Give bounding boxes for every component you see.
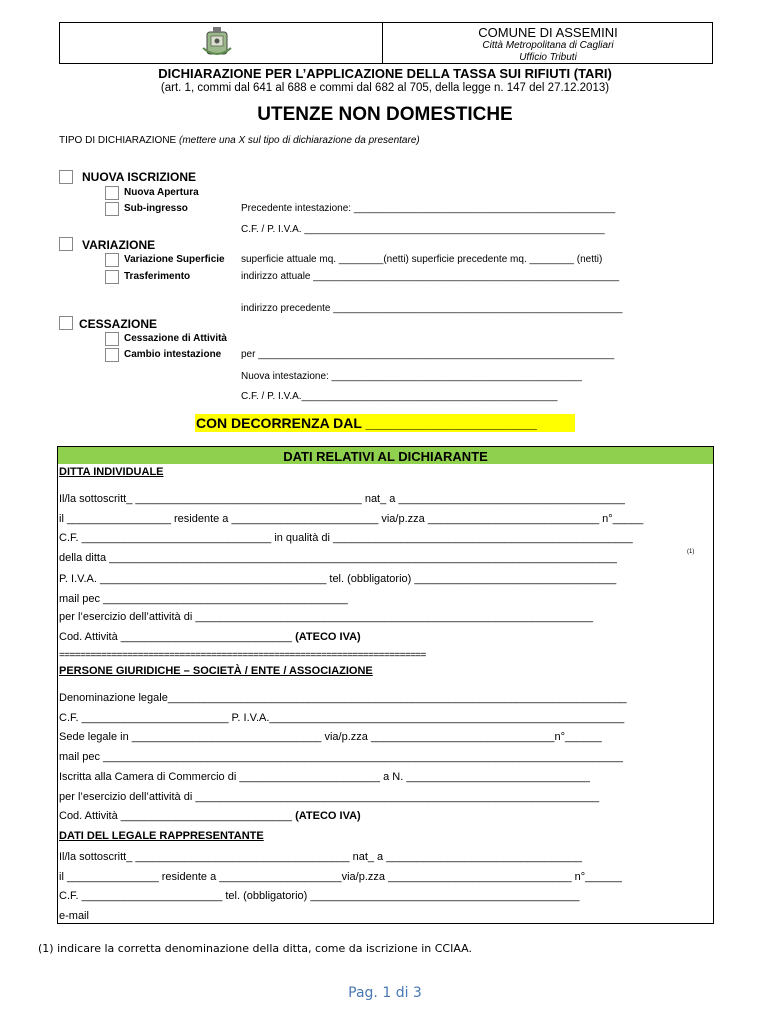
variazione-superficie-label: Variazione Superficie: [124, 254, 225, 265]
sottoscritto-field[interactable]: Il/la sottoscritt_ _____________________________________ nat_ a _____________________________________: [59, 493, 625, 505]
pg-ateco-iva-label: (ATECO IVA): [295, 810, 361, 822]
nuova-cf-piva-field[interactable]: C.F. / P. I.V.A. ______________________________________________________: [241, 224, 605, 235]
comune-name: COMUNE DI ASSEMINI: [478, 25, 618, 40]
trasferimento-label: Trasferimento: [124, 271, 191, 282]
ufficio-tributi: Ufficio Tributi: [519, 52, 577, 63]
sub-ingresso-checkbox[interactable]: [105, 202, 119, 216]
coat-of-arms-logo: [199, 26, 235, 62]
camera-commercio-field[interactable]: Iscritta alla Camera di Commercio di _______________________ a N. ______________________________: [59, 771, 590, 783]
cf-qualita-field[interactable]: C.F. _______________________________ in qualità di _________________________________________________: [59, 532, 633, 544]
pg-esercizio-attivita-field[interactable]: per l’esercizio dell’attività di __________________________________________________________________: [59, 791, 600, 803]
nuova-iscrizione-label: NUOVA ISCRIZIONE: [82, 170, 197, 184]
document-subtitle: (art. 1, commi dal 641 al 688 e commi dal 682 al 705, della legge n. 147 del 27.12.2013): [160, 82, 610, 94]
tipo-label: TIPO DI DICHIARAZIONE: [59, 135, 177, 146]
esercizio-attivita-field[interactable]: per l’esercizio dell’attività di _________________________________________________________________: [59, 611, 593, 623]
section-separator: ======================================================================: [59, 650, 426, 661]
cessazione-label: CESSAZIONE: [79, 317, 158, 331]
cessazione-checkbox[interactable]: [59, 316, 73, 330]
sede-legale-field[interactable]: Sede legale in _______________________________ via/p.zza ______________________________n°______: [59, 731, 602, 743]
pg-cod-attivita-text: Cod. Attività ____________________________: [59, 810, 296, 822]
variazione-checkbox[interactable]: [59, 237, 73, 251]
tipo-dichiarazione: [59, 135, 420, 146]
superficie-field[interactable]: superficie attuale mq. ________(netti) superficie precedente mq. ________ (netti): [241, 254, 603, 265]
nuova-iscrizione-checkbox[interactable]: [59, 170, 73, 184]
della-ditta-field[interactable]: della ditta ___________________________________________________________________________________: [59, 552, 617, 564]
ditta-individuale-title: DITTA INDIVIDUALE: [59, 466, 164, 478]
cessazione-attivita-checkbox[interactable]: [105, 332, 119, 346]
sub-ingresso-label: Sub-ingresso: [124, 203, 188, 214]
indirizzo-attuale-field[interactable]: indirizzo attuale _______________________________________________________: [241, 271, 620, 282]
ateco-iva-label: (ATECO IVA): [295, 631, 361, 643]
mail-pec-field[interactable]: mail pec ________________________________________: [59, 593, 348, 605]
residente-field[interactable]: il _________________ residente a ________________________ via/p.zza ____________________________ n°_____: [59, 513, 644, 525]
persone-giuridiche-title: PERSONE GIURIDICHE – SOCIETÀ / ENTE / ASSOCIAZIONE: [59, 665, 373, 677]
section-heading: UTENZE NON DOMESTICHE: [257, 104, 513, 125]
document-title: DICHIARAZIONE PER L’APPLICAZIONE DELLA TASSA SUI RIFIUTI (TARI): [158, 66, 612, 81]
lr-email-field[interactable]: e-mail: [59, 910, 89, 922]
pg-cf-piva-field[interactable]: C.F. ________________________ P. I.V.A.__________________________________________________________: [59, 712, 625, 724]
cessazione-cf-piva-field[interactable]: C.F. / P. I.V.A.______________________________________________: [241, 391, 558, 402]
cambio-intestazione-field[interactable]: per ________________________________________________________________: [241, 349, 615, 360]
nuova-intestazione-field[interactable]: Nuova intestazione: _____________________________________________: [241, 371, 582, 382]
indirizzo-precedente-field[interactable]: indirizzo precedente ____________________________________________________: [241, 303, 623, 314]
piva-tel-field[interactable]: P. I.V.A. _____________________________________ tel. (obbligatorio) _________________________________: [59, 573, 617, 585]
pg-mail-pec-field[interactable]: mail pec _____________________________________________________________________________________: [59, 751, 624, 763]
page-number: Pag. 1 di 3: [348, 985, 422, 1001]
legale-rappresentante-title: DATI DEL LEGALE RAPPRESENTANTE: [59, 830, 264, 842]
variazione-superficie-checkbox[interactable]: [105, 253, 119, 267]
dati-header-label: DATI RELATIVI AL DICHIARANTE: [283, 449, 488, 464]
variazione-label: VARIAZIONE: [82, 238, 156, 252]
cod-attivita-field[interactable]: [59, 631, 361, 643]
footnote: (1) indicare la corretta denominazione della ditta, come da iscrizione in CCIAA.: [38, 942, 472, 955]
cod-attivita-text: Cod. Attività ____________________________: [59, 631, 296, 643]
lr-residente-field[interactable]: il _______________ residente a ____________________via/p.zza ______________________________ n°______: [59, 871, 622, 883]
nuova-apertura-checkbox[interactable]: [105, 186, 119, 200]
cambio-intestazione-checkbox[interactable]: [105, 348, 119, 362]
tipo-note: (mettere una X sul tipo di dichiarazione da presentare): [179, 135, 420, 146]
lr-cf-tel-field[interactable]: C.F. _______________________ tel. (obbligatorio) ____________________________________________: [59, 890, 580, 902]
precedente-intestazione-field[interactable]: Precedente intestazione: _______________________________________________: [241, 203, 616, 214]
cessazione-attivita-label: Cessazione di Attività: [124, 333, 227, 344]
pg-cod-attivita-field[interactable]: [59, 810, 361, 822]
citta-metropolitana: Città Metropolitana di Cagliari: [482, 40, 614, 51]
lr-sottoscritto-field[interactable]: Il/la sottoscritt_ ___________________________________ nat_ a ________________________________: [59, 851, 582, 863]
nuova-apertura-label: Nuova Apertura: [124, 187, 199, 198]
denominazione-field[interactable]: Denominazione legale___________________________________________________________________________: [59, 692, 627, 704]
cambio-intestazione-label: Cambio intestazione: [124, 349, 222, 360]
decorrenza-field[interactable]: CON DECORRENZA DAL ______________________: [196, 415, 537, 431]
footnote-marker: (1): [687, 549, 695, 555]
trasferimento-checkbox[interactable]: [105, 270, 119, 284]
